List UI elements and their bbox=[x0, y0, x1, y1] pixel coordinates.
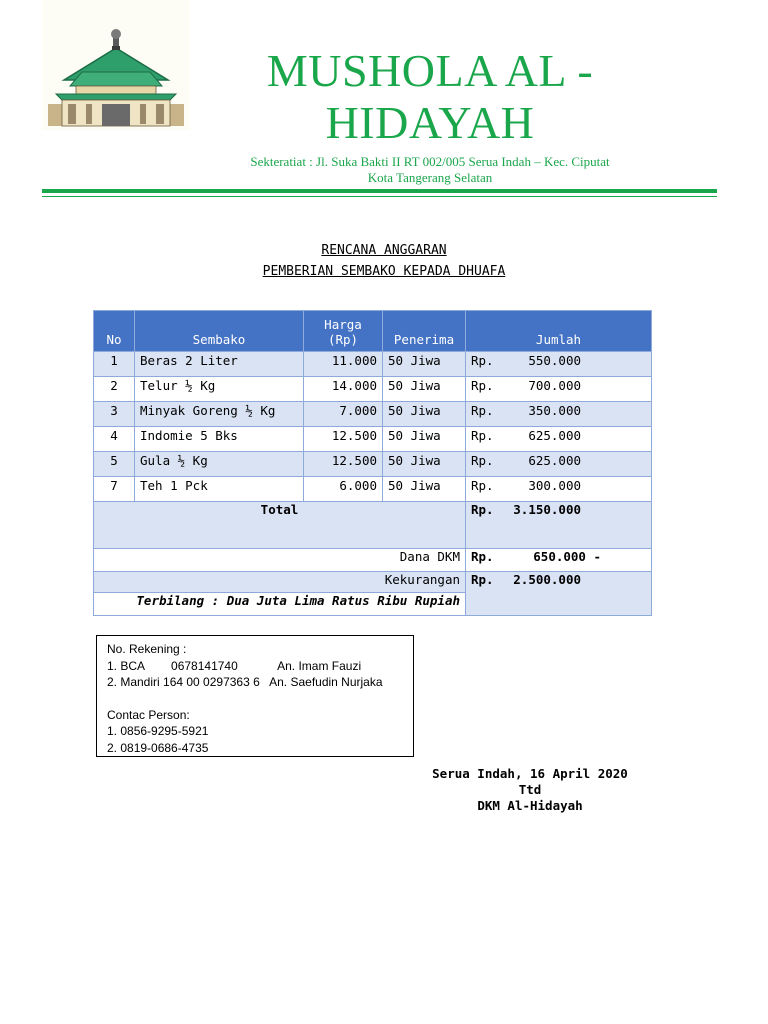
cell-penerima: 50 Jiwa bbox=[383, 477, 466, 502]
col-header-harga-line2: (Rp) bbox=[327, 332, 359, 347]
cell-jumlah bbox=[466, 377, 652, 402]
cell-jumlah bbox=[466, 427, 652, 452]
cell-penerima: 50 Jiwa bbox=[383, 377, 466, 402]
header-rule-thin bbox=[42, 196, 717, 197]
cell-sembako: Indomie 5 Bks bbox=[135, 427, 304, 452]
dkm-amount: 650.000 - bbox=[533, 549, 601, 564]
table-row bbox=[94, 427, 652, 452]
cell-no: 2 bbox=[94, 377, 135, 402]
cell-jumlah bbox=[466, 402, 652, 427]
cell-sembako: Beras 2 Liter bbox=[135, 352, 304, 377]
terbilang-text: Terbilang : Dua Juta Lima Ratus Ribu Rupiah bbox=[94, 593, 466, 616]
col-header-jumlah: Jumlah bbox=[466, 311, 652, 352]
col-header-harga-line1: Harga bbox=[324, 317, 362, 332]
cell-sembako: Teh 1 Pck bbox=[135, 477, 304, 502]
contact-line-2: 2. 0819-0686-4735 bbox=[107, 740, 209, 755]
col-header-sembako: Sembako bbox=[135, 311, 304, 352]
cell-no: 5 bbox=[94, 452, 135, 477]
dkm-row bbox=[94, 549, 652, 572]
cell-harga: 7.000 bbox=[304, 402, 383, 427]
table-row bbox=[94, 402, 652, 427]
kekurangan-amount: 2.500.000 bbox=[513, 572, 581, 587]
cell-harga: 6.000 bbox=[304, 477, 383, 502]
cell-harga: 12.500 bbox=[304, 427, 383, 452]
signature-place-date: Serua Indah, 16 April 2020 bbox=[432, 766, 628, 781]
cell-penerima: 50 Jiwa bbox=[383, 352, 466, 377]
cell-rp: Rp. bbox=[471, 478, 494, 493]
rekening-box bbox=[96, 635, 414, 757]
cell-penerima: 50 Jiwa bbox=[383, 402, 466, 427]
org-address bbox=[220, 154, 640, 186]
mosque-icon bbox=[42, 0, 190, 130]
cell-amount: 625.000 bbox=[528, 453, 581, 468]
spacer bbox=[107, 691, 413, 707]
cell-harga: 11.000 bbox=[304, 352, 383, 377]
budget-table bbox=[93, 310, 652, 616]
header-rule-thick bbox=[42, 189, 717, 193]
signature-block bbox=[420, 766, 640, 814]
cell-jumlah bbox=[466, 352, 652, 377]
dkm-rp: Rp. bbox=[471, 549, 494, 564]
cell-amount: 700.000 bbox=[528, 378, 581, 393]
rekening-title: No. Rekening : bbox=[107, 642, 187, 656]
total-row bbox=[94, 502, 652, 549]
kekurangan-rp: Rp. bbox=[471, 572, 494, 587]
cell-amount: 300.000 bbox=[528, 478, 581, 493]
table-row bbox=[94, 452, 652, 477]
table-row bbox=[94, 377, 652, 402]
cell-no: 3 bbox=[94, 402, 135, 427]
col-header-harga bbox=[304, 311, 383, 352]
doc-heading-1: RENCANA ANGGARAN bbox=[321, 243, 447, 258]
total-rp: Rp. bbox=[471, 502, 494, 517]
table-row bbox=[94, 352, 652, 377]
cell-harga: 14.000 bbox=[304, 377, 383, 402]
table-row bbox=[94, 477, 652, 502]
kekurangan-cell bbox=[466, 572, 652, 616]
table-header-row bbox=[94, 311, 652, 352]
cell-penerima: 50 Jiwa bbox=[383, 452, 466, 477]
cell-harga: 12.500 bbox=[304, 452, 383, 477]
cell-penerima: 50 Jiwa bbox=[383, 427, 466, 452]
cell-rp: Rp. bbox=[471, 453, 494, 468]
rekening-line-1: 1. BCA 0678141740 An. Imam Fauzi bbox=[107, 658, 362, 673]
signature-ttd: Ttd bbox=[518, 782, 542, 797]
signature-name: DKM Al-Hidayah bbox=[477, 798, 583, 813]
cell-no: 7 bbox=[94, 477, 135, 502]
total-cell bbox=[466, 502, 652, 549]
rekening-line-2: 2. Mandiri 164 00 0297363 6 An. Saefudin Nurjaka bbox=[107, 675, 383, 689]
cell-jumlah bbox=[466, 477, 652, 502]
cell-amount: 550.000 bbox=[528, 353, 581, 368]
doc-heading-2: PEMBERIAN SEMBAKO KEPADA DHUAFA bbox=[262, 264, 506, 279]
cell-sembako: Telur ½ Kg bbox=[135, 377, 304, 402]
total-label: Total bbox=[94, 502, 466, 549]
dkm-cell bbox=[466, 549, 652, 572]
cell-no: 1 bbox=[94, 352, 135, 377]
cell-rp: Rp. bbox=[471, 378, 494, 393]
kekurangan-label: Kekurangan bbox=[94, 572, 466, 593]
total-amount: 3.150.000 bbox=[513, 502, 581, 517]
col-header-no: No bbox=[94, 311, 135, 352]
dkm-label: Dana DKM bbox=[94, 549, 466, 572]
cell-sembako: Minyak Goreng ½ Kg bbox=[135, 402, 304, 427]
cell-rp: Rp. bbox=[471, 428, 494, 443]
cell-rp: Rp. bbox=[471, 403, 494, 418]
org-title: MUSHOLA AL - HIDAYAH bbox=[266, 45, 594, 148]
kekurangan-row bbox=[94, 572, 652, 593]
contact-line-1: 1. 0856-9295-5921 bbox=[107, 724, 209, 738]
cell-rp: Rp. bbox=[471, 353, 494, 368]
cell-no: 4 bbox=[94, 427, 135, 452]
cell-sembako: Gula ½ Kg bbox=[135, 452, 304, 477]
cell-amount: 350.000 bbox=[528, 403, 581, 418]
cell-amount: 625.000 bbox=[528, 428, 581, 443]
address-line-2: Kota Tangerang Selatan bbox=[367, 170, 493, 185]
cell-jumlah bbox=[466, 452, 652, 477]
address-line-1: Sekteratiat : Jl. Suka Bakti II RT 002/005 Serua Indah – Kec. Ciputat bbox=[250, 154, 610, 169]
contact-title: Contac Person: bbox=[107, 707, 190, 722]
col-header-penerima: Penerima bbox=[383, 311, 466, 352]
